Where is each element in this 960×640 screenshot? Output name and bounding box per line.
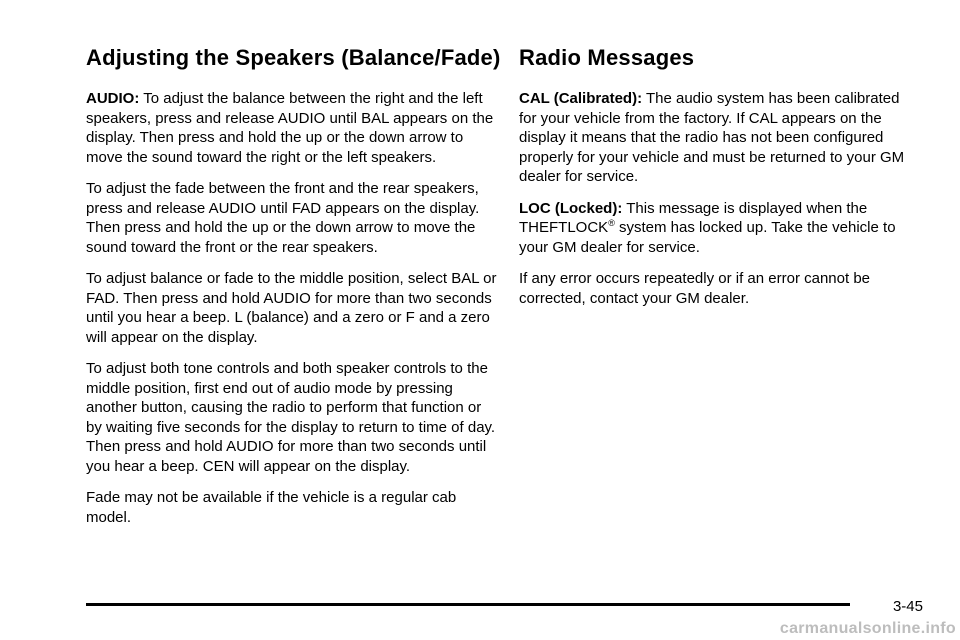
fade-availability-paragraph: Fade may not be available if the vehicle is a regular cab model. — [86, 489, 457, 526]
audio-text: To adjust the balance between the right and the left speakers, press and release AUDIO until BAL appears on the display. Then press and hold the up or the down arrow to move the sound toward the right or the left speakers. — [86, 90, 494, 166]
page-number: 3-45 — [892, 598, 923, 615]
radio-messages-section — [519, 44, 919, 320]
loc-text-a: This message is displayed when the THEFTLOCK — [519, 199, 868, 236]
loc-text-b: system has locked up. Take the vehicle to your GM dealer for service. — [519, 219, 896, 256]
fade-paragraph: To adjust the fade between the front and the rear speakers, press and release AUDIO until FAD appears on the display. Then press and hold the up or the down arrow to move the sound toward the front or the rear speakers. — [86, 180, 480, 256]
cal-text: The audio system has been calibrated for your vehicle from the factory. If CAL appears on the display it means that the radio has not been configured properly for your vehicle and must be returned to your GM dealer for service. — [519, 90, 905, 185]
section-heading-balance-fade: Adjusting the Speakers (Balance/Fade) — [86, 45, 501, 70]
loc-term: LOC (Locked): — [519, 199, 623, 217]
footer-rule — [86, 603, 850, 606]
tone-controls-paragraph: To adjust both tone controls and both speaker controls to the middle position, first end out of audio mode by pressing another button, causing the radio to perform that function or by waiting five seconds for the display to return to time of day. Then press and hold AUDIO for more than two seconds until you hear a beep. CEN will appear on the display. — [86, 360, 496, 475]
section-heading-radio-messages: Radio Messages — [519, 45, 695, 70]
watermark: carmanualsonline.info — [779, 620, 956, 637]
audio-paragraph — [86, 89, 498, 167]
cal-paragraph — [519, 89, 919, 187]
cal-term: CAL (Calibrated): — [519, 90, 643, 107]
loc-paragraph — [519, 199, 919, 258]
balance-fade-section — [86, 44, 501, 539]
middle-position-paragraph: To adjust balance or fade to the middle position, select BAL or FAD. Then press and hold AUDIO for more than two seconds until you hear a beep. L (balance) and a zero or F and a zero will appear on the display. — [86, 270, 497, 346]
registered-mark: ® — [608, 218, 615, 228]
audio-term: AUDIO: — [86, 90, 140, 107]
error-paragraph: If any error occurs repeatedly or if an error cannot be corrected, contact your GM dealer. — [519, 270, 871, 307]
